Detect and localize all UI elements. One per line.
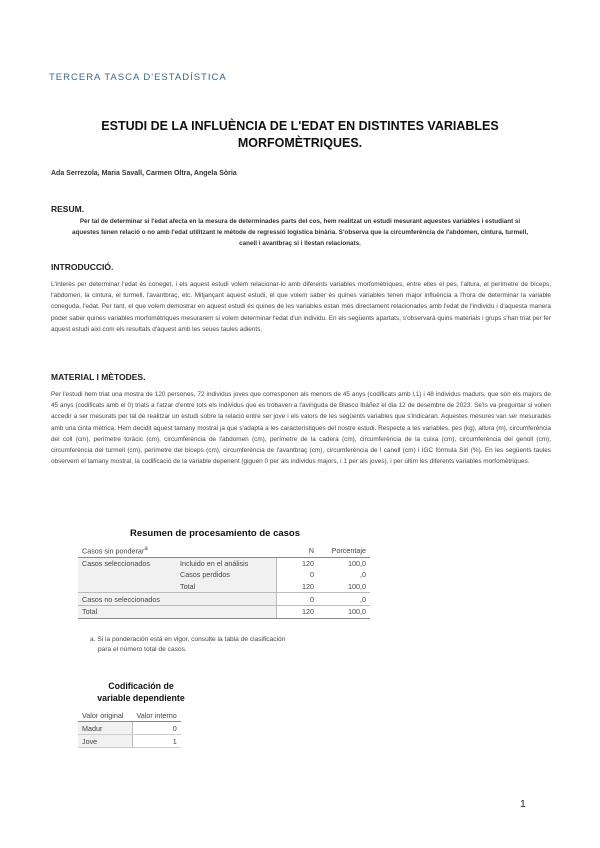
table-header-cell: Valor original <box>78 709 133 722</box>
table-cell-n: 120 <box>276 557 318 569</box>
table-header-cell: Casos sin ponderar$^a$ <box>78 545 276 557</box>
table-header-cell: Porcentaje <box>318 545 370 557</box>
footnote-line-2: para el número total de casos. <box>98 645 187 653</box>
table-cell-n: 120 <box>302 582 314 592</box>
table1-footnote <box>90 635 285 654</box>
table-cell-value: 1 <box>133 735 181 748</box>
table-cell-sub: Incluido en el análisis <box>176 557 276 569</box>
footnote-marker: a <box>144 546 148 553</box>
table-row <box>78 605 370 618</box>
table-header-row <box>78 545 370 557</box>
material-text <box>51 389 551 467</box>
title-line-1: ESTUDI DE LA INFLUÈNCIA DE L'EDAT EN DISTINTES VARIABLES <box>101 119 499 133</box>
resum-text: Per tal de determinar si l'edat afecta en la mesura de determinades parts del cos, hem realitzat un estudi mesurant aquestes variables i estudiant si aquestes tenen relació o no amb l'edat utilitzant le mètode de regressió logística binària. S'observa que la circumferència de l'abdomen, cintura, turmell, canell i avantbraç si i llestan relacionats. <box>72 218 528 247</box>
table-row <box>78 593 370 606</box>
table-cell-value: 0 <box>133 722 181 735</box>
authors: Ada Serrezola, Maria Savall, Carmen Oltra, Angela Sòria <box>51 170 237 177</box>
table-cell-pct: ,0 <box>360 570 366 580</box>
dependent-variable-coding-table <box>78 709 181 748</box>
table1-title: Resumen de procesamiento de casos <box>130 528 301 539</box>
table-row <box>78 581 370 593</box>
table2-title-line-2: variable dependiente <box>97 693 185 703</box>
table-header-cell: N <box>276 545 318 557</box>
table-header-row <box>78 709 181 722</box>
table-cell-pct: 100,0 <box>318 605 370 618</box>
table-cell-group <box>78 581 176 593</box>
table-row <box>78 722 181 735</box>
table-cell-sub: Total <box>176 581 276 593</box>
table-row <box>78 569 370 581</box>
table-cell-group: Total <box>78 605 276 618</box>
table2-title-line-1: Codificación de <box>108 681 174 691</box>
table-cell-group: Casos no seleccionados <box>78 593 276 606</box>
table-header-cell: Valor interno <box>133 709 181 722</box>
resum-heading: RESUM. <box>51 204 85 214</box>
table-cell-pct: ,0 <box>318 593 370 606</box>
introduccio-paragraph: L'interès per determinar l'edat és coneget, i els aquest estudi volem relacionar-lo amb diferents variables morfomètriques, entre elles el pes, l'altura, el perímetre de bíceps, l'abdomen, la cintura, el turmell, l'avantbraç, etc. Mitjançant aquest estudi, el que volem saber és quines variables tenen major influència a l'hora de determinar la variable coneguda, l'edat. Per tant, el que volem demostrar en aquest estudi és quines de les variables estan més directament relacionades amb l'edat de l'individu i d'aquesta manera poder saber quines variables morfomètriques mesurarem si volem determinar l'edat d'un individu. En els següents apartats, s'observarà quins materials i grups s'han triat per fer aquest estudi així com els resultats d'aquest amb les seues taules adients. <box>51 281 551 333</box>
table-cell-group <box>78 569 176 581</box>
page-number: 1 <box>520 798 526 810</box>
table-cell-group: Casos seleccionados <box>78 557 176 569</box>
title-line-2: MORFOMÈTRIQUES. <box>237 136 363 150</box>
introduccio-heading: INTRODUCCIÓ. <box>51 262 114 272</box>
material-paragraph: Per l'estudi hem triat una mostra de 120 persones, 72 individus joves que corresponen als menors de 45 anys (codificats amb l,1) i 48 individus madurs, que són els majors de 45 anys (codificats amb el 0) triats a l'atzar d'entre tots els individus que es trobaven a l'avinguda de Blasco Ibáñez el dia 12 de desembre de 2023. Se'ls va preguntar si volien accedir a ser mesurats per tal de realitzar un estudi sobre la relació entre ser jove i els valors de les següents variables que s'indicaran. Aquestes mesures van ser mesurades amb una cinta mètrica. Hem decidit aquest tamany mostral ja que s'adapta a les característiques del nostre estudi. Respecte a les variables, pes (kg), altura (m), circumferència del coll (cm), perímetre toràcic (cm), circumferència de l'abdomen (cm), perímetre de la cadera (cm), circumferència de la cuixa (cm), circumferència del genoll (cm), circumferència del turmell (cm), perímetre del bíceps (cm), circumferència de l'avantbraç (cm), circumferència de l canell (cm) i IGC fórmula Siri (%). En les següents taules observem el tamany mostral, la codificació de la variable depenent (giguen 0 per als individus majors, i 1 per als joves), i per últim les diferents variables morfomètriques. <box>51 391 551 466</box>
table-row <box>78 557 370 569</box>
table-cell-pct: 100,0 <box>318 557 370 569</box>
table-cell-n: 120 <box>276 605 318 618</box>
table-cell-n: 0 <box>310 570 314 580</box>
table-cell-pct: 100,0 <box>348 582 366 592</box>
page-title <box>60 118 540 152</box>
introduccio-text <box>51 279 551 335</box>
table2-title <box>86 680 196 704</box>
table-cell-label: Madur <box>78 722 133 735</box>
table-cell-label: Jove <box>78 735 133 748</box>
material-heading: MATERIAL I MÈTODES. <box>51 372 146 382</box>
case-processing-table <box>78 545 370 619</box>
footnote-line-1: a. Si la ponderación está en vigor, consulte la tabla de clasificación <box>90 636 286 643</box>
document-header-label: TERCERA TASCA D'ESTADÍSTICA <box>49 72 227 83</box>
table-row <box>78 735 181 748</box>
table-cell-sub: Casos perdidos <box>176 569 276 581</box>
table-cell-n: 0 <box>276 593 318 606</box>
